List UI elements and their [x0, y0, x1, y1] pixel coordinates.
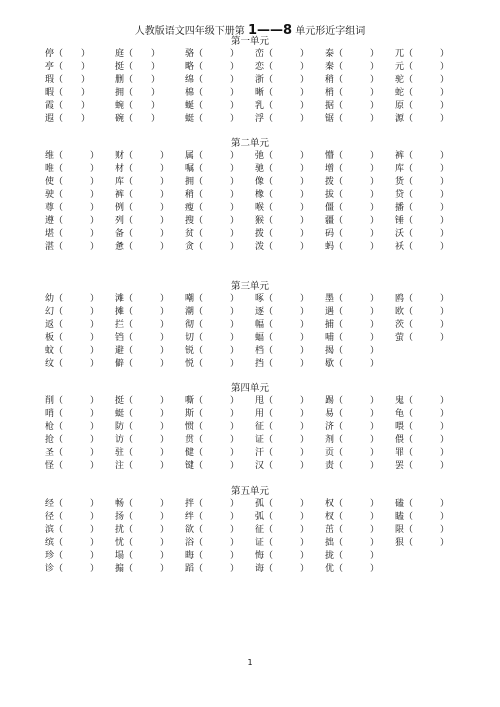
word-cell: 摊（ ）: [115, 307, 170, 317]
word-cell: 财（ ）: [115, 151, 170, 161]
word-cell: 欲（ ）: [185, 525, 240, 535]
word-cell: 幻（ ）: [45, 307, 100, 317]
word-cell: 拥（ ）: [115, 88, 161, 98]
word-cell: 彻（ ）: [185, 320, 240, 330]
word-row: [0, 537, 500, 550]
word-cell: 惫（ ）: [115, 242, 170, 252]
word-cell: 晰（ ）: [255, 88, 310, 98]
word-cell: 拨（ ）: [255, 229, 310, 239]
word-cell: 蚊（ ）: [45, 346, 100, 356]
word-cell: 萤（ ）: [395, 333, 450, 343]
title-prefix: 人教版语文四年级下册第: [134, 26, 245, 37]
word-cell: 歇（ ）: [325, 359, 380, 369]
word-cell: 杈（ ）: [325, 512, 380, 522]
word-cell: 蹈（ ）: [185, 564, 240, 574]
word-cell: 湛（ ）: [45, 242, 100, 252]
word-cell: 库（ ）: [115, 177, 170, 187]
word-cell: 使（ ）: [45, 177, 100, 187]
word-cell: 霞（ ）: [45, 101, 91, 111]
word-cell: 磕（ ）: [395, 499, 450, 509]
word-cell: 裤（ ）: [395, 151, 450, 161]
word-cell: 返（ ）: [45, 320, 100, 330]
word-cell: 健（ ）: [185, 448, 240, 458]
word-cell: 征（ ）: [255, 422, 310, 432]
word-cell: 扰（ ）: [115, 525, 170, 535]
word-cell: 注（ ）: [115, 461, 170, 471]
word-cell: 驶（ ）: [45, 190, 100, 200]
word-cell: 晦（ ）: [185, 551, 240, 561]
word-cell: 潮（ ）: [185, 307, 240, 317]
word-cell: 铛（ ）: [115, 333, 170, 343]
word-cell: 拌（ ）: [185, 499, 240, 509]
word-row: [0, 447, 500, 460]
word-cell: 滨（ ）: [45, 525, 100, 535]
word-cell: 材（ ）: [115, 164, 170, 174]
word-cell: 停（ ）: [45, 49, 91, 59]
word-row: [0, 421, 500, 434]
word-cell: 塌（ ）: [115, 551, 170, 561]
word-cell: 拦（ ）: [115, 320, 170, 330]
word-cell: 驻（ ）: [115, 448, 170, 458]
word-cell: 浮（ ）: [255, 114, 310, 124]
word-cell: 切（ ）: [185, 333, 240, 343]
word-cell: 僻（ ）: [115, 359, 170, 369]
word-cell: 抢（ ）: [45, 435, 100, 445]
word-cell: 堪（ ）: [45, 229, 100, 239]
word-cell: 弧（ ）: [255, 512, 310, 522]
word-cell: 削（ ）: [45, 396, 100, 406]
word-cell: 济（ ）: [325, 422, 380, 432]
word-cell: 蚂（ ）: [325, 242, 380, 252]
word-cell: 唯（ ）: [45, 164, 100, 174]
unit-section: [0, 382, 500, 473]
word-cell: 纹（ ）: [45, 359, 100, 369]
word-cell: 增（ ）: [325, 164, 380, 174]
word-cell: 限（ ）: [395, 525, 450, 535]
word-cell: 欧（ ）: [395, 307, 450, 317]
word-cell: 诲（ ）: [255, 564, 310, 574]
word-cell: 征（ ）: [255, 525, 310, 535]
word-cell: 橡（ ）: [255, 190, 310, 200]
word-cell: 幅（ ）: [255, 320, 310, 330]
word-cell: 贡（ ）: [325, 448, 380, 458]
unit-section: [0, 485, 500, 576]
word-cell: 瞌（ ）: [395, 512, 450, 522]
word-cell: 遵（ ）: [45, 216, 100, 226]
unit-section: [0, 137, 500, 254]
word-cell: 绊（ ）: [185, 512, 240, 522]
word-cell: 逐（ ）: [255, 307, 310, 317]
word-cell: 像（ ）: [255, 177, 310, 187]
word-cell: 用（ ）: [255, 409, 310, 419]
word-row: [0, 100, 500, 113]
word-cell: 挺（ ）: [115, 396, 170, 406]
word-cell: 库（ ）: [395, 164, 450, 174]
word-cell: 扬（ ）: [115, 512, 170, 522]
word-cell: 嘶（ ）: [185, 396, 240, 406]
word-cell: 浴（ ）: [185, 538, 240, 548]
unit-section: [0, 35, 500, 126]
word-cell: 兀（ ）: [395, 49, 450, 59]
word-cell: 墨（ ）: [325, 294, 380, 304]
word-cell: 庭（ ）: [115, 49, 161, 59]
word-cell: 档（ ）: [255, 346, 310, 356]
word-cell: 贪（ ）: [185, 242, 240, 252]
word-row: [0, 241, 500, 254]
word-cell: 避（ ）: [115, 346, 170, 356]
word-cell: 袄（ ）: [395, 242, 450, 252]
word-cell: 例（ ）: [115, 203, 170, 213]
word-cell: 汉（ ）: [255, 461, 310, 471]
word-cell: 嘲（ ）: [185, 294, 240, 304]
word-cell: 尊（ ）: [45, 203, 100, 213]
word-cell: 权（ ）: [325, 499, 380, 509]
word-row: [0, 460, 500, 473]
word-cell: 锯（ ）: [325, 114, 380, 124]
word-row: [0, 87, 500, 100]
unit-title: 第一单元: [230, 36, 269, 47]
word-cell: 猴（ ）: [255, 216, 310, 226]
word-cell: 瘦（ ）: [185, 203, 240, 213]
word-cell: 暇（ ）: [45, 88, 91, 98]
word-cell: 略（ ）: [185, 62, 240, 72]
word-cell: 茁（ ）: [325, 525, 380, 535]
word-cell: 蜿（ ）: [115, 101, 161, 111]
word-cell: 幼（ ）: [45, 294, 100, 304]
word-row: [0, 511, 500, 524]
word-row: [0, 61, 500, 74]
unit-title: 第二单元: [230, 138, 269, 149]
word-row: [0, 319, 500, 332]
word-cell: 鸥（ ）: [395, 294, 450, 304]
word-cell: 蛇（ ）: [395, 88, 450, 98]
word-row: [0, 150, 500, 163]
word-cell: 畅（ ）: [115, 499, 170, 509]
word-cell: 贯（ ）: [185, 435, 240, 445]
word-cell: 鬼（ ）: [395, 396, 450, 406]
word-cell: 径（ ）: [45, 512, 100, 522]
word-cell: 恋（ ）: [255, 62, 310, 72]
word-cell: 浙（ ）: [255, 75, 310, 85]
word-row: [0, 408, 500, 421]
word-cell: 贫（ ）: [185, 229, 240, 239]
word-cell: 源（ ）: [395, 114, 450, 124]
unit-title: 第五单元: [230, 486, 269, 497]
word-cell: 圣（ ）: [45, 448, 100, 458]
word-cell: 优（ ）: [325, 564, 380, 574]
word-cell: 证（ ）: [255, 538, 310, 548]
unit-title: 第三单元: [230, 281, 269, 292]
word-cell: 梢（ ）: [325, 88, 380, 98]
word-cell: 峦（ ）: [255, 49, 310, 59]
word-cell: 瑕（ ）: [45, 75, 91, 85]
word-row: [0, 498, 500, 511]
word-cell: 懵（ ）: [325, 151, 380, 161]
word-cell: 据（ ）: [325, 101, 380, 111]
word-cell: 经（ ）: [45, 499, 100, 509]
unit-section: [0, 280, 500, 371]
word-row: [0, 358, 500, 371]
word-cell: 挺（ ）: [115, 62, 161, 72]
word-cell: 怪（ ）: [45, 461, 100, 471]
word-cell: 碗（ ）: [115, 114, 161, 124]
word-row: [0, 293, 500, 306]
word-row: [0, 434, 500, 447]
word-cell: 甩（ ）: [255, 396, 310, 406]
word-cell: 拔（ ）: [325, 190, 380, 200]
word-cell: 乳（ ）: [255, 101, 310, 111]
word-cell: 骆（ ）: [185, 49, 240, 59]
title-suffix: 单元形近字组词: [295, 26, 366, 37]
word-cell: 嘱（ ）: [185, 164, 240, 174]
word-row: [0, 332, 500, 345]
word-cell: 锐（ ）: [185, 346, 240, 356]
word-row: [0, 228, 500, 241]
word-cell: 滩（ ）: [115, 294, 170, 304]
word-cell: 绵（ ）: [185, 75, 240, 85]
word-cell: 茨（ ）: [395, 320, 450, 330]
unit-title: 第四单元: [230, 383, 269, 394]
word-cell: 拙（ ）: [325, 538, 380, 548]
word-row: [0, 215, 500, 228]
word-cell: 货（ ）: [395, 177, 450, 187]
word-cell: 斯（ ）: [185, 409, 240, 419]
word-cell: 拢（ ）: [325, 551, 380, 561]
word-cell: 备（ ）: [115, 229, 170, 239]
word-cell: 易（ ）: [325, 409, 380, 419]
word-cell: 踢（ ）: [325, 396, 380, 406]
word-cell: 惯（ ）: [185, 422, 240, 432]
word-cell: 剂（ ）: [325, 435, 380, 445]
word-row: [0, 163, 500, 176]
word-cell: 原（ ）: [395, 101, 450, 111]
word-cell: 搜（ ）: [185, 216, 240, 226]
word-cell: 揭（ ）: [325, 346, 380, 356]
word-row: [0, 189, 500, 202]
page-number: 1: [247, 658, 253, 667]
word-row: [0, 563, 500, 576]
word-cell: 搧（ ）: [115, 564, 170, 574]
word-cell: 狠（ ）: [395, 538, 450, 548]
word-cell: 僵（ ）: [325, 203, 380, 213]
word-cell: 秦（ ）: [325, 62, 380, 72]
word-cell: 稍（ ）: [325, 75, 380, 85]
word-cell: 属（ ）: [185, 151, 240, 161]
word-cell: 蝠（ ）: [255, 333, 310, 343]
word-cell: 龟（ ）: [395, 409, 450, 419]
word-cell: 拥（ ）: [185, 177, 240, 187]
word-cell: 弛（ ）: [255, 151, 310, 161]
word-cell: 责（ ）: [325, 461, 380, 471]
word-cell: 忧（ ）: [115, 538, 170, 548]
word-cell: 孤（ ）: [255, 499, 310, 509]
word-cell: 哨（ ）: [45, 409, 100, 419]
word-cell: 板（ ）: [45, 333, 100, 343]
word-cell: 罪（ ）: [395, 448, 450, 458]
word-cell: 啄（ ）: [255, 294, 310, 304]
word-cell: 驰（ ）: [255, 164, 310, 174]
word-cell: 疆（ ）: [325, 216, 380, 226]
word-cell: 捕（ ）: [325, 320, 380, 330]
word-cell: 悔（ ）: [255, 551, 310, 561]
word-row: [0, 345, 500, 358]
word-cell: 元（ ）: [395, 62, 450, 72]
word-row: [0, 202, 500, 215]
word-cell: 亭（ ）: [45, 62, 91, 72]
word-cell: 珍（ ）: [45, 551, 100, 561]
word-cell: 键（ ）: [185, 461, 240, 471]
word-cell: 访（ ）: [115, 435, 170, 445]
word-cell: 稍（ ）: [185, 190, 240, 200]
word-row: [0, 550, 500, 563]
word-cell: 防（ ）: [115, 422, 170, 432]
word-cell: 罢（ ）: [395, 461, 450, 471]
word-cell: 沃（ ）: [395, 229, 450, 239]
word-cell: 棉（ ）: [185, 88, 240, 98]
word-cell: 缤（ ）: [45, 538, 100, 548]
word-cell: 播（ ）: [395, 203, 450, 213]
word-cell: 码（ ）: [325, 229, 380, 239]
word-row: [0, 176, 500, 189]
word-cell: 喉（ ）: [255, 203, 310, 213]
word-row: [0, 113, 500, 126]
word-row: [0, 524, 500, 537]
word-cell: 蜓（ ）: [115, 409, 170, 419]
title-range: 1——8: [247, 23, 293, 38]
word-cell: 泼（ ）: [255, 242, 310, 252]
word-cell: 汗（ ）: [255, 448, 310, 458]
word-cell: 哺（ ）: [325, 333, 380, 343]
word-cell: 贷（ ）: [395, 190, 450, 200]
word-cell: 遐（ ）: [45, 114, 91, 124]
word-cell: 挡（ ）: [255, 359, 310, 369]
word-cell: 喂（ ）: [395, 422, 450, 432]
word-cell: 删（ ）: [115, 75, 161, 85]
word-row: [0, 395, 500, 408]
word-cell: 悦（ ）: [185, 359, 240, 369]
word-row: [0, 306, 500, 319]
word-cell: 蜓（ ）: [185, 114, 240, 124]
word-cell: 诊（ ）: [45, 564, 100, 574]
word-cell: 锤（ ）: [395, 216, 450, 226]
word-cell: 偎（ ）: [395, 435, 450, 445]
word-cell: 遇（ ）: [325, 307, 380, 317]
word-cell: 蜒（ ）: [185, 101, 240, 111]
word-row: [0, 48, 500, 61]
word-cell: 证（ ）: [255, 435, 310, 445]
word-cell: 维（ ）: [45, 151, 100, 161]
word-cell: 泰（ ）: [325, 49, 380, 59]
word-cell: 拨（ ）: [325, 177, 380, 187]
word-cell: 裤（ ）: [115, 190, 170, 200]
word-cell: 驼（ ）: [395, 75, 450, 85]
word-row: [0, 74, 500, 87]
word-cell: 列（ ）: [115, 216, 170, 226]
word-cell: 枪（ ）: [45, 422, 100, 432]
